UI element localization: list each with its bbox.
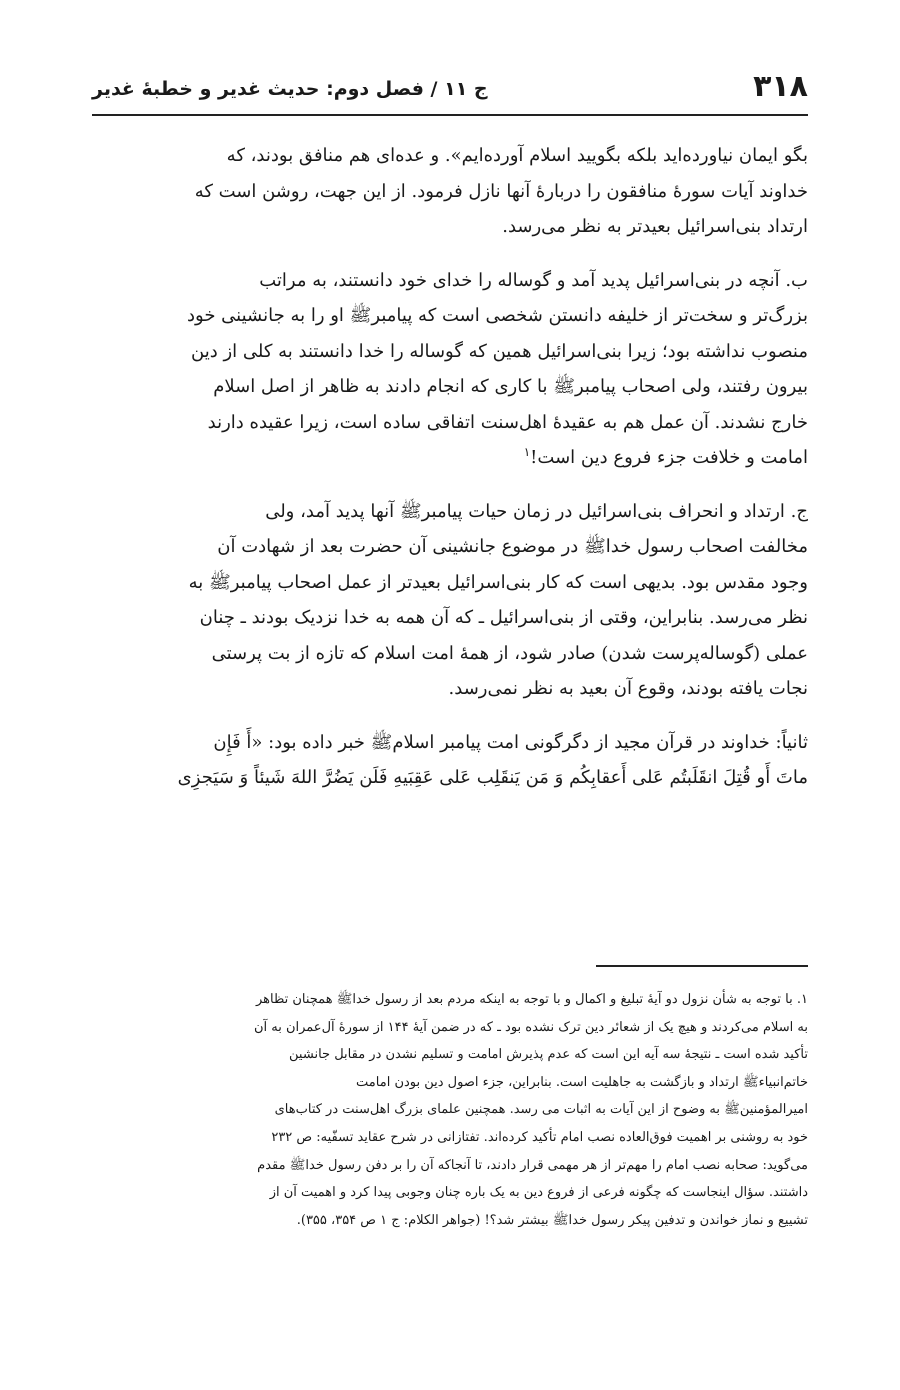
text-line: نظر می‌رسد. بنابراین، وقتی از بنی‌اسرائیل ـ که آن همه به خدا نزدیک بودند ـ چنان [199, 607, 808, 628]
paragraph-3 [92, 494, 808, 707]
footnote-line: امیرالمؤمنینﷺ به وضوح از این آیات به اثبات می رسد. همچنین علمای بزرگ اهل‌سنت در کتاب‌های [274, 1102, 808, 1118]
footnote-line: خود به روشنی بر اهمیت فوق‌العاده نصب امام تأکید کرده‌اند. تفتازانی در شرح عقاید تسفّیه: ص ۲۳۲ [271, 1129, 808, 1145]
paragraph-4 [92, 725, 808, 796]
body-text [92, 138, 808, 814]
text-line: وجود مقدس بود. بدیهی است که کار بنی‌اسرائیل بعیدتر از عمل اصحاب پیامبرﷺ به [188, 571, 808, 593]
text-line: بیرون رفتند، ولی اصحاب پیامبرﷺ با کاری که انجام دادند به ظاهر از اصل اسلام [213, 376, 808, 397]
text-line: بزرگ‌تر و سخت‌تر از خلیفه دانستن شخصی است که پیامبرﷺ او را به جانشینی خود [187, 305, 808, 326]
text-line [92, 440, 808, 476]
paragraph-2 [92, 263, 808, 476]
footnote-line: تشییع و نماز خواندن و تدفین پیکر رسول خداﷺ بیشتر شد؟! (جواهر الکلام: ج ۱ ص ۳۵۴، ۳۵۵). [296, 1212, 808, 1228]
page-header [92, 66, 808, 116]
page-number: ۳۱۸ [753, 69, 808, 104]
text-line: ماتَ أَو قُتِلَ انقَلَبتُم عَلی أَعقابِکُم وَ مَن یَنقَلِب عَلی عَقِبَیهِ فَلَن یَضُرَّ اللهَ شَیئاً وَ سَیَجزِی [177, 767, 808, 788]
footnote-line: به اسلام می‌کردند و هیچ یک از شعائر دین ترک نشده بود ـ که در ضمن آیهٔ ۱۴۴ از سورهٔ آل‌عمران به آن [253, 1019, 808, 1035]
paragraph-1 [92, 138, 808, 245]
text-line: عملی (گوساله‌پرست شدن) صادر شود، از همهٔ امت اسلام که تازه از بت پرستی [211, 642, 808, 664]
footnote-reference[interactable]: ۱ [523, 445, 531, 459]
footnote-line: خاتم‌انبیاءﷺ ارتداد و بازگشت به جاهلیت است. بنابراین، جزء اصول دین بودن امامت [356, 1074, 808, 1090]
text-line: خداوند آیات سورهٔ منافقون را دربارهٔ آنها نازل فرمود. از این جهت، روشن است که [194, 180, 808, 202]
footnote-line: داشتند. سؤال اینجاست که چگونه فرعی از فروع دین به یک باره چنان وجوبی پیدا کرد و اهمیت آن از [269, 1185, 808, 1201]
text-line: منصوب نداشته بود؛ زیرا بنی‌اسرائیل همین که گوساله را خدا دانستند به کلی از دین [191, 340, 808, 362]
text-line: خارج نشدند. آن عمل هم به عقیدهٔ اهل‌سنت اتفاقی ساده است، زیرا عقیده دارند [207, 411, 808, 433]
footnote-line: ۱. با توجه به شأن نزول دو آیهٔ تبلیغ و اکمال و با توجه به اینکه مردم بعد از رسول خداﷺ همچنان تظاهر [255, 992, 808, 1007]
text-line: ارتداد بنی‌اسرائیل بعیدتر به نظر می‌رسد. [502, 216, 808, 237]
text-line: ج. ارتداد و انحراف بنی‌اسرائیل در زمان حیات پیامبرﷺ آنها پدید آمد، ولی [265, 500, 808, 522]
text-line: ثانیاً: خداوند در قرآن مجید از دگرگونی امت پیامبر اسلامﷺ خبر داده بود: «أَ فَإِن [213, 731, 808, 753]
footnote [92, 986, 808, 1234]
text-line: ب. آنچه در بنی‌اسرائیل پدید آمد و گوساله را خدای خود دانستند، به مراتب [259, 269, 808, 291]
text-line: نجات یافته بودند، وقوع آن بعید به نظر نمی‌رسد. [448, 678, 808, 699]
text-line-content: امامت و خلافت جزء فروع دین است! [530, 447, 808, 468]
footnote-line: تأکید شده است ـ نتیجهٔ سه آیه این است که عدم پذیرش امامت و تسلیم نشدن در مقابل جانشین [289, 1047, 808, 1063]
text-line: مخالفت اصحاب رسول خداﷺ در موضوع جانشینی آن حضرت بعد از شهادت آن [217, 536, 808, 557]
running-title: ج ۱۱ / فصل دوم: حدیث غدیر و خطبهٔ غدیر [92, 78, 488, 100]
text-line: بگو ایمان نیاورده‌اید بلکه بگویید اسلام آورده‌ایم». و عده‌ای هم منافق بودند، که [226, 145, 808, 166]
footnote-separator [596, 965, 808, 967]
footnote-line: می‌گوید: صحابه نصب امام را مهم‌تر از هر مهمی قرار دادند، تا آنجاکه آن را بر دفن رسول خداﷺ مقدم [257, 1157, 808, 1173]
